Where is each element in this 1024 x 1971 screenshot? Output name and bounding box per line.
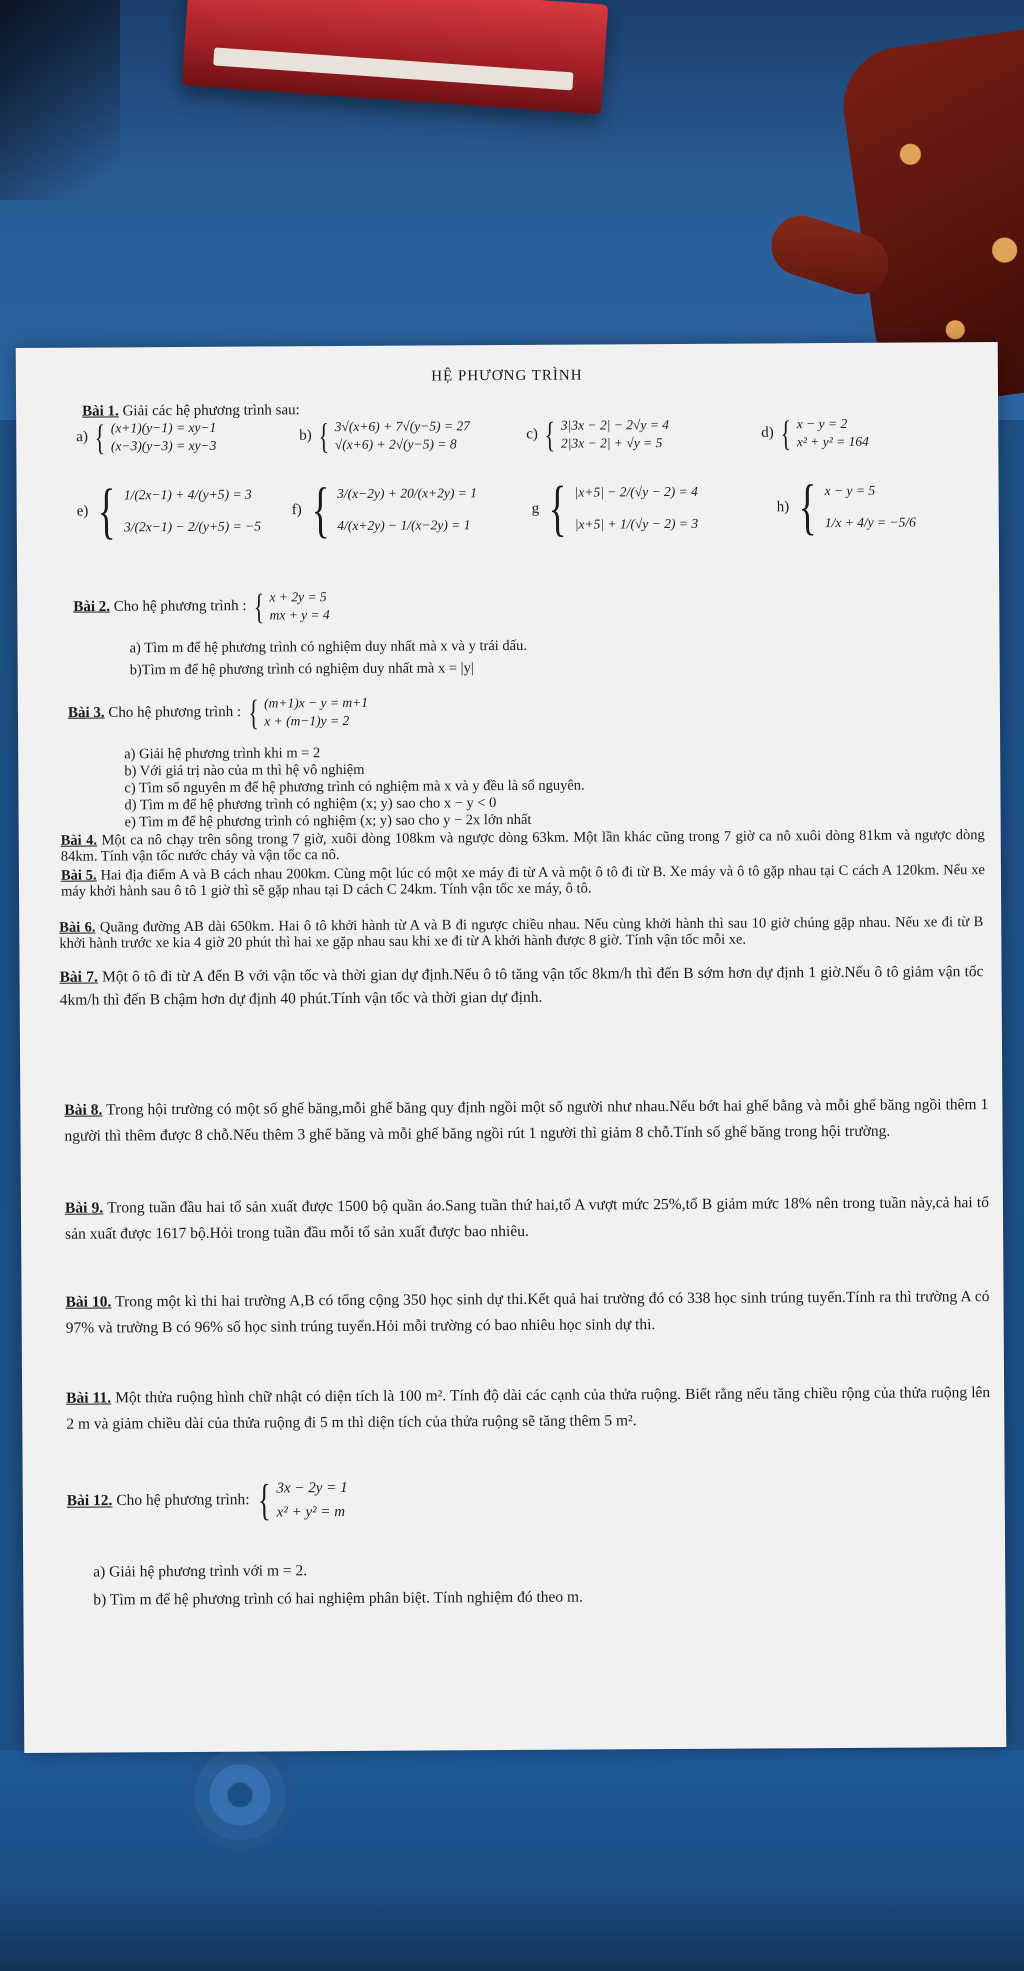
system-tag: b) [299, 427, 312, 444]
system-1e: e) { 1/(2x−1) + 4/(y+5) = 3 3/(2x−1) − 2/(y+5) = −5 [76, 477, 262, 546]
equation-line: 3|3x − 2| − 2√y = 4 [560, 417, 670, 434]
system-tag: h) [776, 499, 790, 516]
equation-line: x² + y² = 164 [796, 433, 869, 450]
equation-line: x − y = 2 [796, 416, 848, 432]
page-title: HỆ PHƯƠNG TRÌNH [431, 367, 583, 385]
exercise-2-label: Bài 2. [73, 598, 111, 616]
exercise-10 [65, 1284, 989, 1341]
system-1g: g { |x+5| − 2/(√y − 2) = 4 |x+5| + 1/(√y − 2) = 3 [531, 475, 699, 544]
system-1c: c) { 3|3x − 2| − 2√y = 4 2|3x − 2| + √y = 5 [526, 414, 670, 455]
exercise-5 [61, 862, 985, 900]
exercise-2-heading: Bài 2. Cho hệ phương trình : { x + 2y = 5 mx + y = 4 [73, 586, 330, 627]
exercise-3-text: Cho hệ phương trình : [108, 704, 242, 721]
equation-line: 3√(x+6) + 7√(y−5) = 27 [334, 418, 471, 435]
equation-line: 3/(x−2y) + 20/(x+2y) = 1 [337, 485, 478, 502]
exercise-8-label: Bài 8. [64, 1101, 103, 1119]
equation-line: mx + y = 4 [269, 607, 330, 623]
exercise-6-text: Quãng đường AB dài 650km. Hai ô tô khởi hành từ A và B đi ngược chiều nhau. Nếu cùng khởi hành thì sau 10 giờ chúng gặp nhau. Nếu xe đi từ B khởi hành trước xe kia 4 giờ 20 phút thì hai xe gặp nhau sau khi xe đi từ A khởi hành được 8 giờ. Tính vận tốc mỗi xe. [59, 914, 984, 952]
exercise-7-text: Một ô tô đi từ A đến B với vận tốc và thời gian dự định.Nếu ô tô tăng vận tốc 8km/h thì đến B sớm hơn dự định 1 giờ.Nếu ô tô giảm vận tốc 4km/h thì đến B chậm hơn dự định 40 phút.Tính vận tốc và thời gian dự định. [59, 963, 984, 1010]
exercise-3-heading: Bài 3. Cho hệ phương trình : { (m+1)x − y = m+1 x + (m−1)y = 2 [67, 692, 369, 733]
exercise-12-heading: Bài 12. Cho hệ phương trình: { 3x − 2y = 1 x² + y² = m [66, 1475, 348, 1525]
system-tag: a) [76, 429, 88, 446]
system-1h: h) { x − y = 5 1/x + 4/y = −5/6 [776, 473, 916, 542]
desk-background-bottom [0, 1750, 1024, 1971]
exercise-9-text: Trong tuần đầu hai tổ sản xuất được 1500 bộ quần áo.Sang tuần thứ hai,tổ A vượt mức 25%,tổ B giảm mức 18% nên trong tuần này,cả hai tổ sản xuất được 1617 bộ.Hỏi trong tuần đầu mỗi tổ sản xuất được bao nhiêu. [65, 1194, 989, 1243]
shadow-corner [0, 0, 120, 200]
exercise-3d: d) Tìm m để hệ phương trình có nghiệm (x; y) sao cho x − y < 0 [124, 795, 497, 814]
system-1a: a) { (x+1)(y−1) = xy−1 (x−3)(y−3) = xy−3 [76, 417, 217, 458]
equation-line: 1/x + 4/y = −5/6 [824, 514, 916, 531]
equation-line: |x+5| + 1/(√y − 2) = 3 [574, 516, 699, 532]
exercise-4 [61, 827, 985, 865]
exercise-12b: b) Tìm m để hệ phương trình có hai nghiệm phân biệt. Tính nghiệm đó theo m. [93, 1588, 583, 1609]
worksheet-paper [16, 342, 1007, 1753]
exercise-1-label: Bài 1. [82, 403, 119, 420]
system-1b: b) { 3√(x+6) + 7√(y−5) = 27 √(x+6) + 2√(y−5) = 8 [299, 416, 471, 457]
exercise-2-text: Cho hệ phương trình : [113, 598, 247, 615]
exercise-3b: b) Với giá trị nào của m thì hệ vô nghiệm [124, 761, 365, 780]
exercise-3e: e) Tìm m để hệ phương trình có nghiệm (x; y) sao cho y − 2x lớn nhất [124, 811, 532, 831]
equation-line: 2|3x − 2| + √y = 5 [560, 435, 663, 451]
exercise-11-text: Một thửa ruộng hình chữ nhật có diện tích là 100 m². Tính độ dài các cạnh của thửa ruộng. Biết rằng nếu tăng chiều rộng của thửa ruộng lên 2 m và giảm chiều dài của thửa ruộng đi 5 m thì diện tích của thửa ruộng sẽ tăng thêm 5 m². [66, 1384, 991, 1433]
exercise-2a: a) Tìm m để hệ phương trình có nghiệm duy nhất mà x và y trái dấu. [129, 637, 528, 657]
exercise-10-text: Trong một kì thi hai trường A,B có tổng cộng 350 học sinh dự thi.Kết quả hai trường đó có 338 học sinh trúng tuyển.Tính ra thì trường A có 97% và trường B có 96% số học sinh trúng tuyển.Hỏi mỗi trường có bao nhiêu học sinh dự thi. [65, 1288, 990, 1337]
exercise-10-label: Bài 10. [65, 1293, 112, 1311]
equation-line: 3x − 2y = 1 [276, 1480, 348, 1497]
exercise-7 [59, 960, 983, 1012]
exercise-12-text: Cho hệ phương trình: [116, 1491, 250, 1509]
equation-line: 3/(2x−1) − 2/(y+5) = −5 [123, 518, 262, 535]
system-tag: c) [526, 426, 538, 443]
equation-line: x² + y² = m [276, 1504, 346, 1521]
system-tag: e) [76, 503, 89, 520]
equation-line: 4/(x+2y) − 1/(x−2y) = 1 [337, 517, 471, 534]
exercise-6 [59, 914, 983, 952]
exercise-3a: a) Giải hệ phương trình khi m = 2 [124, 745, 321, 763]
exercise-9 [65, 1190, 989, 1247]
exercise-9-label: Bài 9. [64, 1199, 104, 1217]
equation-line: (x+1)(y−1) = xy−1 [110, 420, 217, 436]
equation-line: √(x+6) + 2√(y−5) = 8 [334, 436, 457, 453]
exercise-5-text: Hai địa điểm A và B cách nhau 200km. Cùng một lúc có một xe máy đi từ A và một ô tô đi từ B. Xe máy và ô tô gặp nhau tại C cách A 120km. Nếu xe máy khởi hành sau ô tô 1 giờ thì sẽ gặp nhau tại D cách C 24km. Tính vận tốc xe máy, ô tô. [60, 862, 985, 900]
exercise-12a: a) Giải hệ phương trình với m = 2. [93, 1562, 308, 1581]
system-1f: f) { 3/(x−2y) + 20/(x+2y) = 1 4/(x+2y) − 1/(x−2y) = 1 [291, 476, 478, 545]
exercise-4-label: Bài 4. [60, 832, 98, 849]
exercise-3c: c) Tìm số nguyên m để hệ phương trình có nghiệm mà x và y đều là số nguyên. [124, 777, 585, 797]
equation-line: (x−3)(y−3) = xy−3 [110, 437, 217, 454]
system-tag: f) [291, 502, 302, 519]
exercise-5-label: Bài 5. [60, 867, 97, 884]
equation-line: 1/(2x−1) + 4/(y+5) = 3 [123, 486, 252, 503]
exercise-3-label: Bài 3. [67, 704, 105, 722]
equation-line: x − y = 5 [824, 482, 876, 499]
equation-line: |x+5| − 2/(√y − 2) = 4 [574, 483, 698, 500]
exercise-7-label: Bài 7. [59, 968, 98, 986]
system-1d: d) { x − y = 2 x² + y² = 164 [761, 413, 869, 454]
exercise-11 [66, 1380, 990, 1437]
exercise-4-text: Một ca nô chạy trên sông trong 7 giờ, xuôi dòng 108km và ngược dòng 63km. Một lần khác cũng trong 7 giờ ca nô xuôi dòng 81km và ngược dòng 84km. Tính vận tốc nước chảy và vận tốc ca nô. [60, 827, 985, 865]
exercise-2b: b)Tìm m để hệ phương trình có nghiệm duy nhất mà x = |y| [129, 660, 474, 679]
exercise-12-label: Bài 12. [66, 1492, 113, 1510]
equation-line: (m+1)x − y = m+1 [264, 695, 369, 711]
equation-line: x + 2y = 5 [269, 589, 327, 605]
exercise-8 [64, 1092, 988, 1149]
system-tag: d) [761, 424, 774, 441]
exercise-11-label: Bài 11. [66, 1389, 112, 1407]
disc-object [185, 1740, 295, 1850]
exercise-1-text: Giải các hệ phương trình sau: [122, 402, 300, 420]
exercise-6-label: Bài 6. [59, 919, 96, 936]
exercise-8-text: Trong hội trường có một số ghế băng,mỗi ghế băng quy định ngồi một số người như nhau.Nếu bớt hai ghế bằng và mỗi ghế băng ngồi thêm 1 người thì thêm được 8 chỗ.Nếu thêm 3 ghế băng và mỗi ghế băng ngồi rút 1 người thì giảm 8 chỗ.Tính số ghế băng trong hội trường. [64, 1096, 989, 1145]
system-tag: g [531, 500, 540, 517]
equation-line: x + (m−1)y = 2 [264, 712, 350, 729]
